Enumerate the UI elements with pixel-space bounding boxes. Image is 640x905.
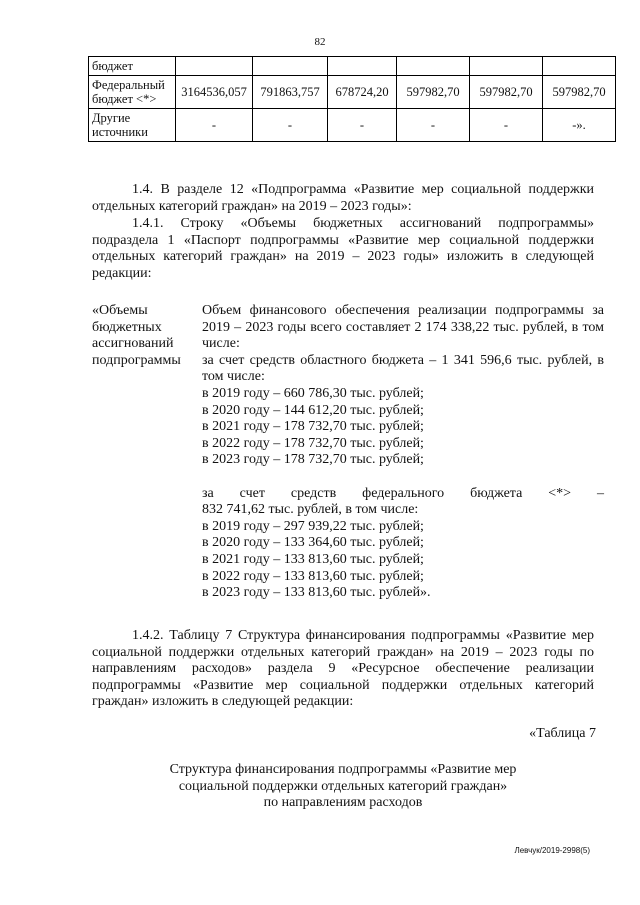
federal-year-line: в 2019 году – 297 939,22 тыс. рублей; [202,518,424,534]
paragraph-1-4-1: 1.4.1. Строку «Объемы бюджетных ассигнований подпрограммы» подраздела 1 «Паспорт подпрограммы «Развитие мер социальной поддержки отдельных категорий граждан» на 2019 – 2023 годы» изложить в следующей редакции: [92,216,594,281]
passport-label-line: ассигнований [92,336,174,352]
table-cell: -». [543,109,616,142]
regional-year-line: в 2023 году – 178 732,70 тыс. рублей; [202,452,424,468]
row-label: бюджет [89,57,176,76]
document-code: Левчук/2019-2998(5) [514,846,590,855]
table-cell: - [253,109,328,142]
regional-year-line: в 2019 году – 660 786,30 тыс. рублей; [202,385,424,401]
federal-budget-total: 832 741,62 тыс. рублей, в том числе: [202,502,419,518]
table-title [92,762,594,812]
federal-year-line: в 2023 году – 133 813,60 тыс. рублей». [202,585,431,601]
table-cell [253,57,328,76]
table-cell: 678724,20 [328,76,397,109]
table-cell [397,57,470,76]
table-cell: 597982,70 [470,76,543,109]
passport-label-line: «Объемы [92,303,148,318]
passport-label-line: подпрограммы [92,352,181,368]
table-cell: 3164536,057 [176,76,253,109]
table-label: «Таблица 7 [529,726,596,741]
passport-label-line: бюджетных [92,319,162,335]
passport-row-label [92,303,202,369]
page-number: 82 [314,36,326,48]
table-cell [543,57,616,76]
table-title-line: социальной поддержки отдельных категорий граждан» [178,778,508,794]
table-title-line: по направлениям расходов [263,795,423,811]
table-cell [176,57,253,76]
table-row [89,57,616,76]
table-cell: - [176,109,253,142]
federal-year-line: в 2021 году – 133 813,60 тыс. рублей; [202,551,424,567]
table-cell: 597982,70 [543,76,616,109]
table-cell: 791863,757 [253,76,328,109]
table-row [89,76,616,109]
passport-intro: Объем финансового обеспечения реализации подпрограммы за 2019 – 2023 годы всего составляет 2 174 338,22 тыс. рублей, в том числе: [202,303,604,352]
regional-year-line: в 2020 году – 144 612,20 тыс. рублей; [202,402,424,418]
passport-row-value [202,303,604,602]
federal-year-line: в 2022 году – 133 813,60 тыс. рублей; [202,568,424,584]
row-label: Другие источники [89,109,176,142]
row-label: Федеральный бюджет <*> [89,76,176,109]
regional-year-line: в 2021 году – 178 732,70 тыс. рублей; [202,419,424,435]
table-cell: 597982,70 [397,76,470,109]
table-cell: - [328,109,397,142]
federal-budget-intro: за счет средств федерального бюджета <*> – [202,485,604,501]
regional-year-line: в 2022 году – 178 732,70 тыс. рублей; [202,435,424,451]
table-cell: - [470,109,543,142]
table-cell: - [397,109,470,142]
paragraph-1-4: 1.4. В разделе 12 «Подпрограмма «Развитие мер социальной поддержки отдельных категорий граждан» на 2019 – 2023 годы»: [92,182,594,214]
paragraph-1-4-2: 1.4.2. Таблицу 7 Структура финансирования подпрограммы «Развитие мер социальной поддержки отдельных категорий граждан» на 2019 – 2023 годы по направлениям расходов» раздела 9 «Ресурсное обеспечение реализации подпрограммы «Развитие мер социальной поддержки отдельных категорий граждан» изложить в следующей редакции: [92,628,594,710]
table-row [89,109,616,142]
funding-table [88,56,616,142]
table-cell [470,57,543,76]
table-title-line: Структура финансирования подпрограммы «Развитие мер [169,762,517,777]
regional-budget-intro: за счет средств областного бюджета – 1 341 596,6 тыс. рублей, в том числе: [202,352,604,385]
table-cell [328,57,397,76]
federal-year-line: в 2020 году – 133 364,60 тыс. рублей; [202,535,424,551]
